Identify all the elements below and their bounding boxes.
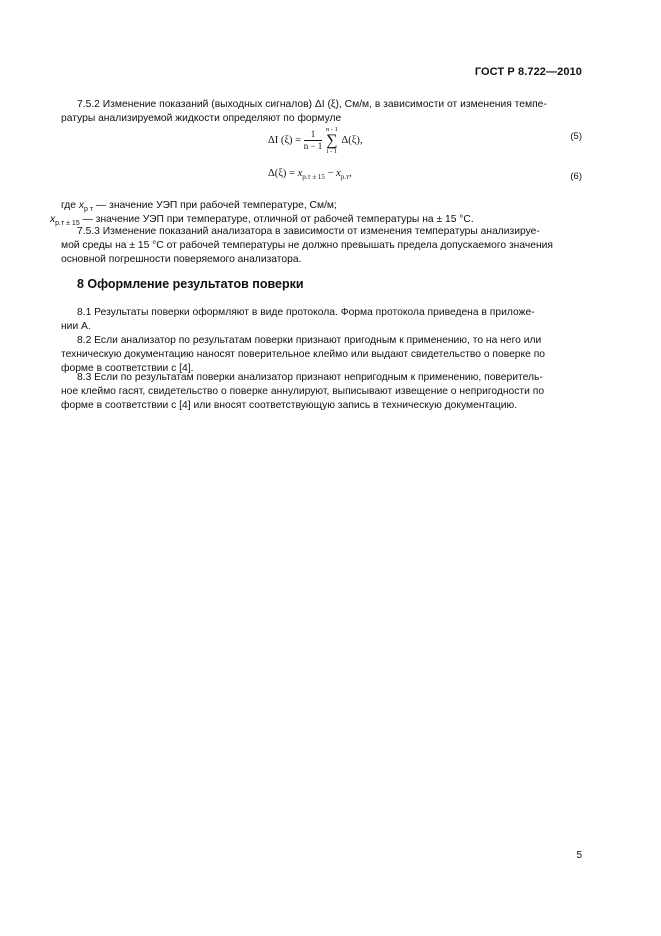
subscript: р т: [84, 206, 94, 213]
paragraph-line: ное клеймо гасят, свидетельство о поверке аннулируют, выписывают извещение о непригодности по: [61, 386, 545, 397]
subscript: р.т ± 15: [302, 173, 325, 181]
sum-lower-limit: i - 1: [326, 148, 338, 155]
formula-6-lhs: Δ(ξ) =: [268, 168, 295, 179]
paragraph-line: нии А.: [61, 321, 91, 332]
definition-text: — значение УЭП при температуре, отличной от рабочей температуры на ± 15 °С.: [79, 214, 474, 225]
sum-upper-limit: n - 1: [325, 126, 338, 133]
fraction-numerator: 1: [304, 129, 323, 141]
fraction-denominator: n − 1: [303, 141, 323, 151]
equation-number-5: (5): [570, 131, 582, 142]
paragraph-line: форме в соответствии с [4].: [61, 363, 194, 374]
variable-x: x: [50, 214, 56, 225]
where-prefix: где: [61, 200, 79, 211]
paragraph-7-5-3: [61, 225, 582, 267]
paragraph-line: мой среды на ± 15 °С от рабочей температуры не должно превышать предела допускаемого значения: [61, 240, 553, 251]
paragraph-line: 8.2 Если анализатор по результатам поверки признают пригодным к применению, то на него или: [77, 335, 542, 346]
subscript: р.т ± 15: [55, 220, 80, 227]
formula-6-tail: ,: [349, 168, 352, 179]
minus-sign: −: [324, 168, 337, 179]
formula-6: [268, 168, 352, 179]
formula-5-lhs: ΔI (ξ) =: [268, 134, 302, 146]
summation: [326, 126, 338, 155]
formula-5-term: Δ(ξ),: [341, 134, 363, 146]
formula-5-fraction: [304, 129, 323, 152]
section-heading: 8 Оформление результатов поверки: [77, 277, 304, 291]
document-code: ГОСТ Р 8.722—2010: [474, 66, 582, 78]
where-line-1: [61, 199, 582, 214]
variable-x: x: [297, 168, 303, 179]
equation-number-6: (6): [570, 171, 582, 182]
paragraph-line: 8.1 Результаты поверки оформляют в виде протокола. Форма протокола приведена в приложе-: [77, 307, 535, 318]
paragraph-8-1: [61, 306, 582, 334]
variable-x: x: [78, 200, 85, 211]
paragraph-line: 7.5.2 Изменение показаний (выходных сигналов) ΔI (ξ), См/м, в зависимости от изменения темпе-: [77, 99, 547, 110]
paragraph-line: форме в соответствии с [4] или вносят соответствующую запись в техническую документацию.: [61, 400, 518, 411]
paragraph-8-2: [61, 334, 582, 376]
paragraph-line: техническую документацию наносят поверительное клеймо или выдают свидетельство о поверке по: [61, 349, 546, 360]
subscript: р.т: [340, 173, 350, 181]
paragraph-7-5-2-cont: [61, 112, 582, 126]
definition-text: — значение УЭП при рабочей температуре, См/м;: [93, 200, 337, 211]
paragraph-7-5-2: [61, 98, 582, 112]
sigma-icon: ∑: [326, 132, 338, 149]
page-number: 5: [576, 850, 582, 861]
paragraph-8-3: [61, 371, 582, 413]
variable-x: x: [336, 168, 341, 179]
paragraph-line: ратуры анализируемой жидкости определяют по формуле: [61, 113, 342, 124]
paragraph-line: основной погрешности поверяемого анализатора.: [61, 254, 302, 265]
paragraph-line: 7.5.3 Изменение показаний анализатора в зависимости от изменения температуры анализируе-: [77, 226, 540, 237]
formula-5: [268, 126, 363, 155]
paragraph-line: 8.3 Если по результатам поверки анализатор признают непригодным к применению, поверитель-: [77, 372, 543, 383]
